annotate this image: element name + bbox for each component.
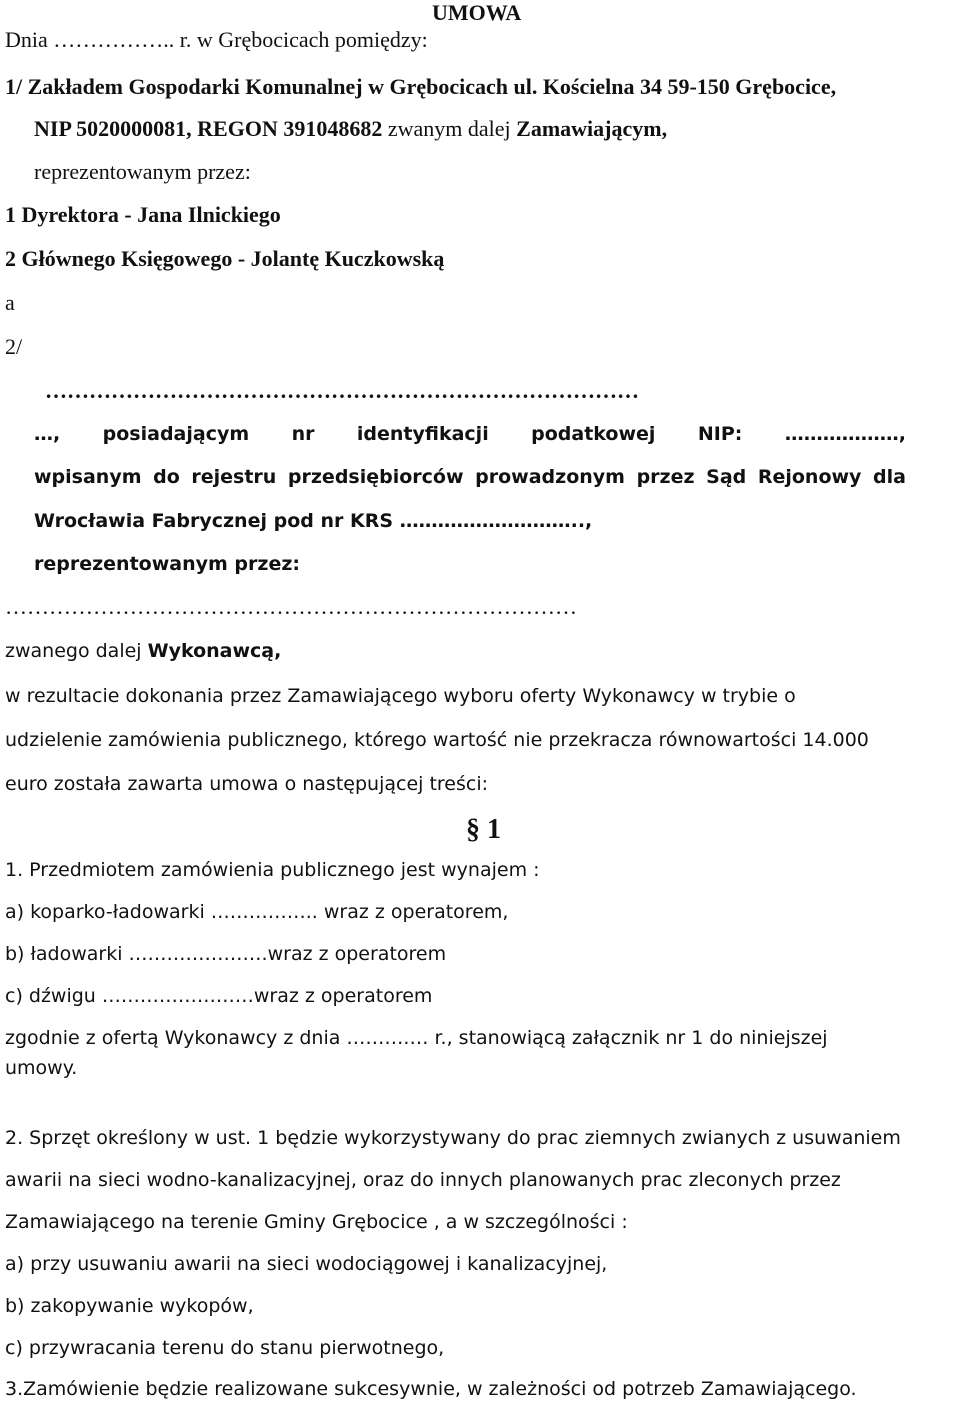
clause-1-item-a: a) koparko-ładowarki …………….. wraz z operatorem, [5,901,509,923]
contract-date-line: Dnia …………….. r. w Grębocicach pomiędzy: [5,27,428,52]
party2-representative-blank: …………………………………………………………………… [5,594,577,619]
clause-3-line: 3.Zamówienie będzie realizowane sukcesywnie, w zależności od potrzeb Zamawiającego. [5,1378,857,1400]
nip-word: identyfikacji [356,423,489,445]
nip-word: …, [34,423,61,445]
party2-number: 2/ [5,334,23,359]
party2-krs-line: Wrocławia Fabrycznej pod nr KRS ……………………….., [34,510,593,532]
nip-word: NIP: [697,423,743,445]
registry-word: rejestru [191,466,277,488]
conjunction: a [5,290,15,315]
registry-word: Rejonowy [757,466,862,488]
clause-2-line: Zamawiającego na terenie Gminy Grębocice , a w szczególności : [5,1211,628,1233]
section-heading: § 1 [466,814,501,845]
clause-2-item-a: a) przy usuwaniu awarii na sieci wodociągowej i kanalizacyjnej, [5,1253,608,1275]
nip-word: podatkowej [531,423,656,445]
clause-2-item-c: c) przywracania terenu do stanu pierwotnego, [5,1337,445,1359]
preamble-line: w rezultacie dokonania przez Zamawiającego wyboru oferty Wykonawcy w trybie o [5,685,796,707]
preamble-line: udzielenie zamówienia publicznego, którego wartość nie przekracza równowartości 14.000 [5,729,869,751]
party1-nip-regon: NIP 5020000081, REGON 391048682 [34,116,383,141]
registry-word: wpisanym [34,466,142,488]
clause-2-item-b: b) zakopywanie wykopów, [5,1295,254,1317]
party1-role: Zamawiającym, [516,116,668,141]
clause-1-offer-line: zgodnie z ofertą Wykonawcy z dnia ……….… r., stanowiącą załącznik nr 1 do niniejszej [5,1027,828,1049]
preamble-line: euro została zawarta umowa o następującej treści: [5,773,489,795]
party2-registry-line [34,464,906,490]
party2-nip-line [34,421,906,447]
contractor-called: zwanego dalej [5,640,148,662]
registry-word: do [153,466,180,488]
party1-representative-2: 2 Głównego Księgowego - Jolantę Kuczkowską [5,246,445,271]
registry-word: prowadzonym [475,466,625,488]
clause-1-offer-end: umowy. [5,1057,78,1079]
clause-1-item-c: c) dźwigu ……………………wraz z operatorem [5,985,433,1007]
registry-word: Sąd [706,466,747,488]
contractor-role: Wykonawcą, [147,640,282,662]
contractor-line [5,638,281,664]
party1-representative-1: 1 Dyrektora - Jana Ilnickiego [5,202,281,227]
nip-word: posiadającym [102,423,250,445]
clause-2-line: awarii na sieci wodno-kanalizacyjnej, oraz do innych planowanych prac zleconych przez [5,1169,841,1191]
party2-name-blank: ……………………………………………………………………… [45,378,639,403]
registry-word: przez [636,466,695,488]
registry-word: przedsiębiorców [287,466,464,488]
document-title: UMOWA [432,0,522,25]
clause-2-line: 2. Sprzęt określony w ust. 1 będzie wykorzystywany do prac ziemnych zwianych z usuwaniem [5,1127,901,1149]
party2-represented-label: reprezentowanym przez: [34,553,300,575]
party1-represented-label: reprezentowanym przez: [34,159,251,184]
nip-blank: ………………, [784,423,906,445]
clause-1-intro: 1. Przedmiotem zamówienia publicznego jest wynajem : [5,859,540,881]
party1-name-line: 1/ Zakładem Gospodarki Komunalnej w Grębocicach ul. Kościelna 34 59-150 Grębocice, [5,74,837,99]
party1-called: zwanym dalej [382,116,517,141]
nip-word: nr [291,423,315,445]
party1-ids-line [34,116,667,142]
registry-word: dla [873,466,906,488]
clause-1-item-b: b) ładowarki ………………….wraz z operatorem [5,943,447,965]
